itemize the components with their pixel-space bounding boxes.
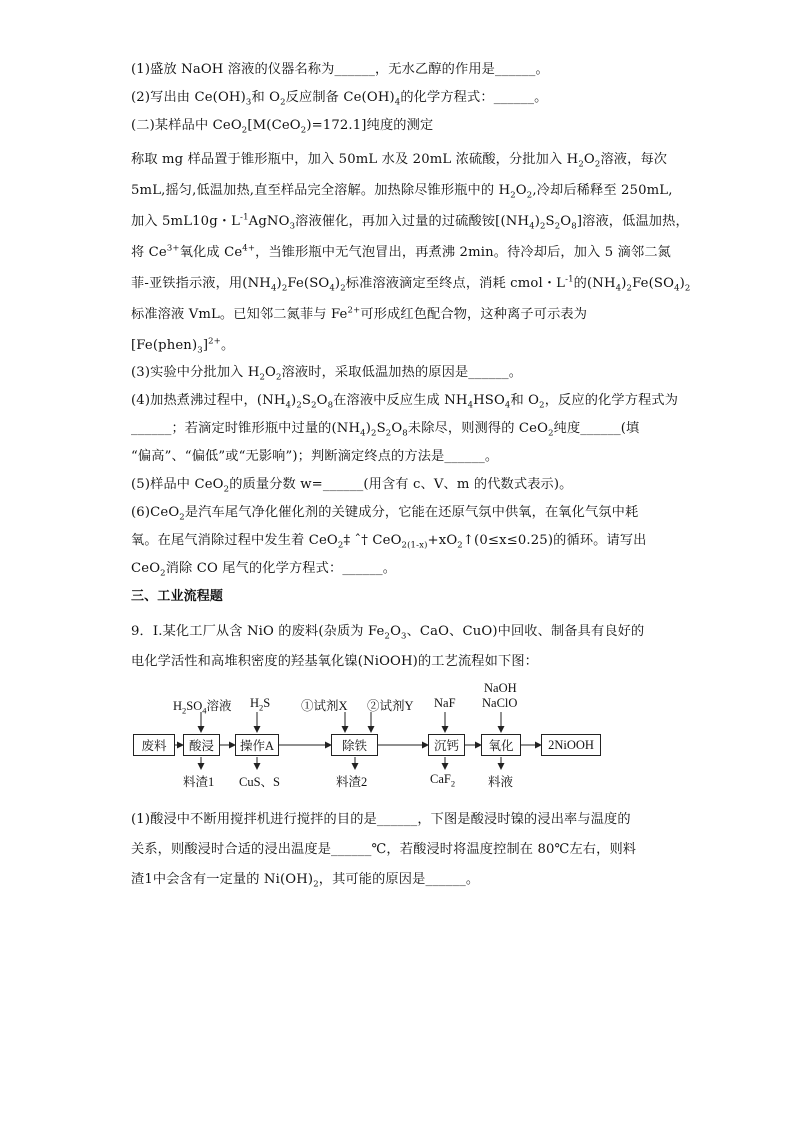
document-page bbox=[131, 60, 691, 895]
flow-box-iron-removal: 除铁 bbox=[331, 734, 378, 756]
flow-box-product-niooh: 2NiOOH bbox=[541, 734, 601, 756]
q9-part1-line-1: (1)酸浸中不断用搅拌机进行搅拌的目的是______，下图是酸浸时镍的浸出率与温度的 bbox=[131, 812, 631, 827]
q8-part2: (2)写出由 $Ce(OH)_3$和 $O_2$反应制备 $Ce(OH)_4$的化学方程式：______。 bbox=[131, 90, 548, 108]
q8-part6-line-1: (6)CeO$_2$是汽车尾气净化催化剂的关键成分，它能在还原气氛中供氧，在氧化气氛中耗 bbox=[131, 505, 639, 523]
q8-part4-line-2: ______；若滴定时锥形瓶中过量的$(NH_4)_2S_2O_8$未除尽，则测得的 CeO$_2$纯度______(填 bbox=[131, 421, 640, 439]
q8-part6-line-2: 氧。在尾气消除过程中发生着 CeO$_2$‡ ˆ† $CeO_{2(1-x)}+xO_2↑(0\le x\le 0.25)$的循环。请写出 bbox=[131, 533, 647, 551]
q8-part1: (1)盛放 NaOH 溶液的仪器名称为______，无水乙醇的作用是______。 bbox=[131, 62, 549, 77]
flow-box-calcium-precipitation: 沉钙 bbox=[428, 734, 465, 756]
q8-section-two-heading: (二)某样品中 CeO$_2$[M(CeO$_2$)=172.1]纯度的测定 bbox=[131, 118, 434, 136]
q8-procedure-line-6: 标准溶液 VmL。已知邻二氮菲与 $Fe^{2+}$可形成红色配合物，这种离子可示表为 bbox=[131, 305, 588, 322]
q8-procedure-line-5: 菲-亚铁指示液，用$(NH_4)_2Fe(SO_4)_2$标准溶液滴定至终点，消耗 cmol・$L^{-1}$的$(NH_4)_2Fe(SO_4)_2$ bbox=[131, 274, 691, 294]
output-liquid: 料液 bbox=[488, 775, 514, 789]
q8-procedure-line-3: 加入 5mL10g・$L^{-1}AgNO_3$溶液催化，再加入过量的过硫酸铵$[(NH_4)_2S_2O_8]$溶液，低温加热， bbox=[131, 212, 689, 232]
reagent-naf: NaF bbox=[434, 696, 456, 710]
process-flow-diagram bbox=[131, 681, 611, 791]
flow-box-operation-a: 操作A bbox=[235, 734, 279, 756]
reagent-y: ②试剂Y bbox=[367, 699, 414, 713]
q8-part6-line-3: CeO$_2$消除 CO 尾气的化学方程式：______。 bbox=[131, 561, 397, 579]
q8-procedure-line-2: 5mL,摇匀,低温加热,直至样品完全溶解。加热除尽锥形瓶中的 $H_2O_2$,冷却后稀释至 250mL, bbox=[131, 183, 673, 201]
reagent-sulfuric-acid: $H_2SO_4$溶液 bbox=[173, 699, 232, 716]
q8-procedure-line-1: 称取 mg 样品置于锥形瓶中，加入 50mL 水及 20mL 浓硫酸，分批加入 $H_2O_2$溶液，每次 bbox=[131, 152, 668, 170]
output-cus-s: CuS、S bbox=[239, 775, 280, 789]
q9-intro-line-1: 9．I.某化工厂从含 NiO 的废料(杂质为 $Fe_2O_3$、CaO、CuO)中回收、制备具有良好的 bbox=[131, 624, 645, 642]
reagent-naoh: NaOH bbox=[484, 681, 517, 695]
output-residue-2: 料渣2 bbox=[336, 775, 368, 789]
q8-part4-line-1: (4)加热煮沸过程中，$(NH_4)_2S_2O_8$在溶液中反应生成 $NH_4HSO_4$和 $O_2$，反应的化学方程式为 bbox=[131, 393, 679, 411]
output-residue-1: 料渣1 bbox=[183, 775, 215, 789]
q8-procedure-line-7: $[Fe(phen)_3]^{2+}$。 bbox=[131, 336, 235, 356]
reagent-naclo: NaClO bbox=[482, 696, 518, 710]
q9-intro-line-2: 电化学活性和高堆积密度的羟基氧化镍(NiOOH)的工艺流程如下图： bbox=[131, 654, 538, 669]
q8-procedure-line-4: 将 $Ce^{3+}$氧化成 $Ce^{4+}$，当锥形瓶中无气泡冒出，再煮沸 2min。待冷却后，加入 5 滴邻二氮 bbox=[131, 243, 672, 260]
q8-part5: (5)样品中 CeO$_2$的质量分数 w=______(用含有 c、V、m 的代数式表示)。 bbox=[131, 477, 573, 495]
output-caf2: CaF$_2$ bbox=[430, 772, 456, 789]
flow-box-acid-leach: 酸浸 bbox=[183, 734, 220, 756]
q9-part1-line-2: 关系，则酸浸时合适的浸出温度是______℃，若酸浸时将温度控制在 80℃左右，则料 bbox=[131, 842, 637, 857]
q8-part3: (3)实验中分批加入 $H_2O_2$溶液时，采取低温加热的原因是______。 bbox=[131, 365, 523, 383]
q8-part4-line-3: “偏高”、“偏低”或“无影响”)；判断滴定终点的方法是______。 bbox=[131, 449, 499, 464]
flow-box-oxidation: 氧化 bbox=[481, 734, 521, 756]
reagent-x: ①试剂X bbox=[301, 699, 348, 713]
q9-part1-line-3: 渣1中会含有一定量的 $Ni(OH)_2$，其可能的原因是______。 bbox=[131, 872, 480, 890]
section-heading-industrial-process: 三、工业流程题 bbox=[131, 589, 224, 604]
reagent-h2s: $H_2S$ bbox=[250, 696, 271, 713]
flow-box-waste: 废料 bbox=[133, 734, 175, 756]
